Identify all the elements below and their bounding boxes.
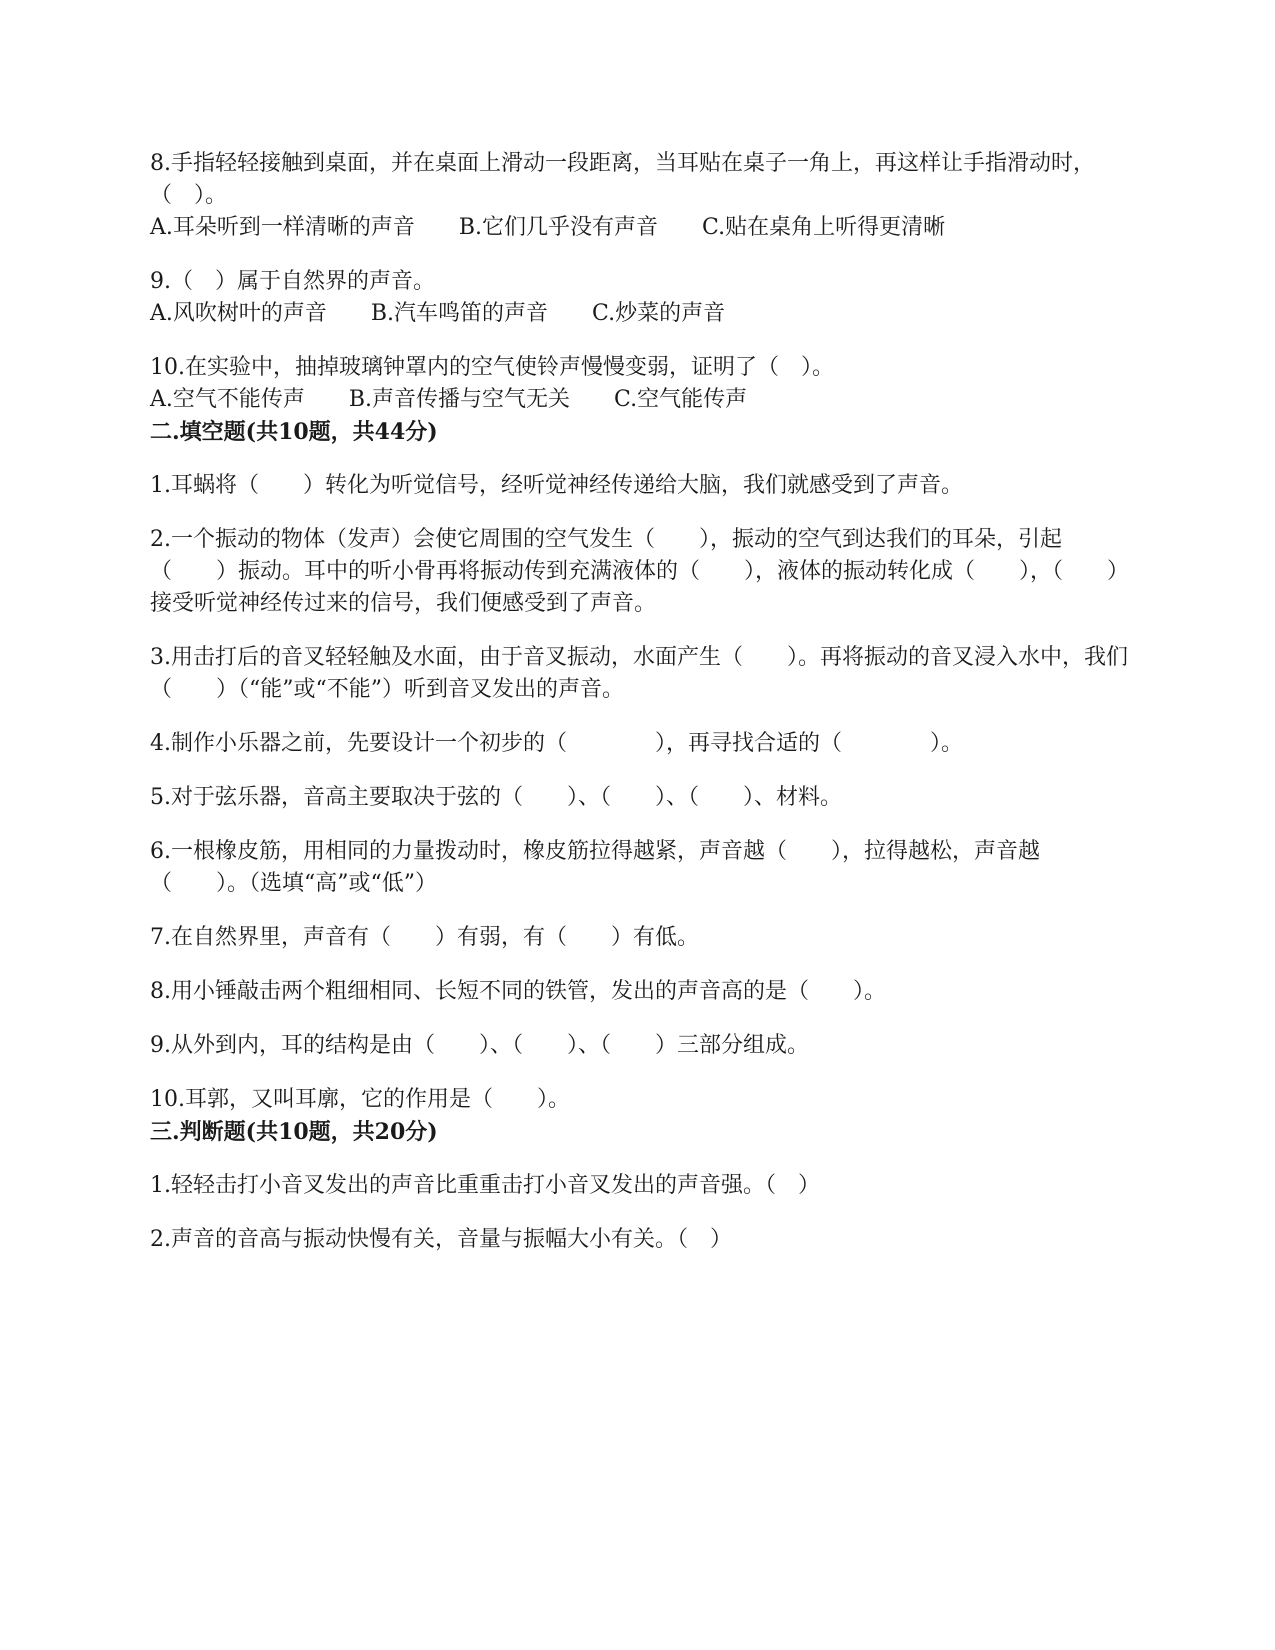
- question-9-stem: 9.（ ）属于自然界的声音。: [150, 269, 435, 294]
- question-8-stem: 8.手指轻轻接触到桌面，并在桌面上滑动一段距离，当耳贴在桌子一角上，再这样让手指滑动时，（ ）。: [150, 151, 1095, 208]
- fill-question-2: 2.一个振动的物体（发声）会使它周围的空气发生（ ），振动的空气到达我们的耳朵，引起（ ）振动。耳中的听小骨再将振动传到充满液体的（ ），液体的振动转化成（ ），（ ）接受听觉神经传过来的信号，我们便感受到了声音。: [150, 527, 1130, 616]
- judge-question-1: 1.轻轻击打小音叉发出的声音比重重击打小音叉发出的声音强。（ ）: [150, 1173, 820, 1198]
- question-10-options: A.空气不能传声 B.声音传播与空气无关 C.空气能传声: [150, 387, 748, 412]
- fill-question-7: 7.在自然界里，声音有（ ）有弱，有（ ）有低。: [150, 925, 699, 950]
- fill-question-1: 1.耳蜗将（ ）转化为听觉信号，经听觉神经传递给大脑，我们就感受到了声音。: [150, 473, 963, 498]
- exam-page: [150, 148, 1130, 1256]
- fill-question-3: 3.用击打后的音叉轻轻触及水面，由于音叉振动，水面产生（ ）。再将振动的音叉浸入水中，我们（ ）（“能”或“不能”）听到音叉发出的声音。: [150, 645, 1128, 702]
- judge-question-2: 2.声音的音高与振动快慢有关，音量与振幅大小有关。（ ）: [150, 1227, 732, 1252]
- question-10-stem: 10.在实验中，抽掉玻璃钟罩内的空气使铃声慢慢变弱，证明了（ ）。: [150, 355, 834, 380]
- fill-question-5: 5.对于弦乐器，音高主要取决于弦的（ ）、（ ）、（ ）、材料。: [150, 785, 842, 810]
- section-3-heading: 三.判断题(共10题，共20分): [150, 1119, 438, 1145]
- fill-question-10: 10.耳郭，又叫耳廓，它的作用是（ ）。: [150, 1087, 570, 1112]
- fill-question-6: 6.一根橡皮筋，用相同的力量拨动时，橡皮筋拉得越紧，声音越（ ），拉得越松，声音越（ ）。（选填“高”或“低”）: [150, 839, 1040, 896]
- fill-question-9: 9.从外到内，耳的结构是由（ ）、（ ）、（ ）三部分组成。: [150, 1033, 809, 1058]
- section-2-heading: 二.填空题(共10题，共44分): [150, 419, 438, 445]
- fill-question-4: 4.制作小乐器之前，先要设计一个初步的（ ），再寻找合适的（ ）。: [150, 731, 963, 756]
- question-9-options: A.风吹树叶的声音 B.汽车鸣笛的声音 C.炒菜的声音: [150, 301, 726, 326]
- fill-question-8: 8.用小锤敲击两个粗细相同、长短不同的铁管，发出的声音高的是（ ）。: [150, 979, 886, 1004]
- question-8-options: A.耳朵听到一样清晰的声音 B.它们几乎没有声音 C.贴在桌角上听得更清晰: [150, 215, 946, 240]
